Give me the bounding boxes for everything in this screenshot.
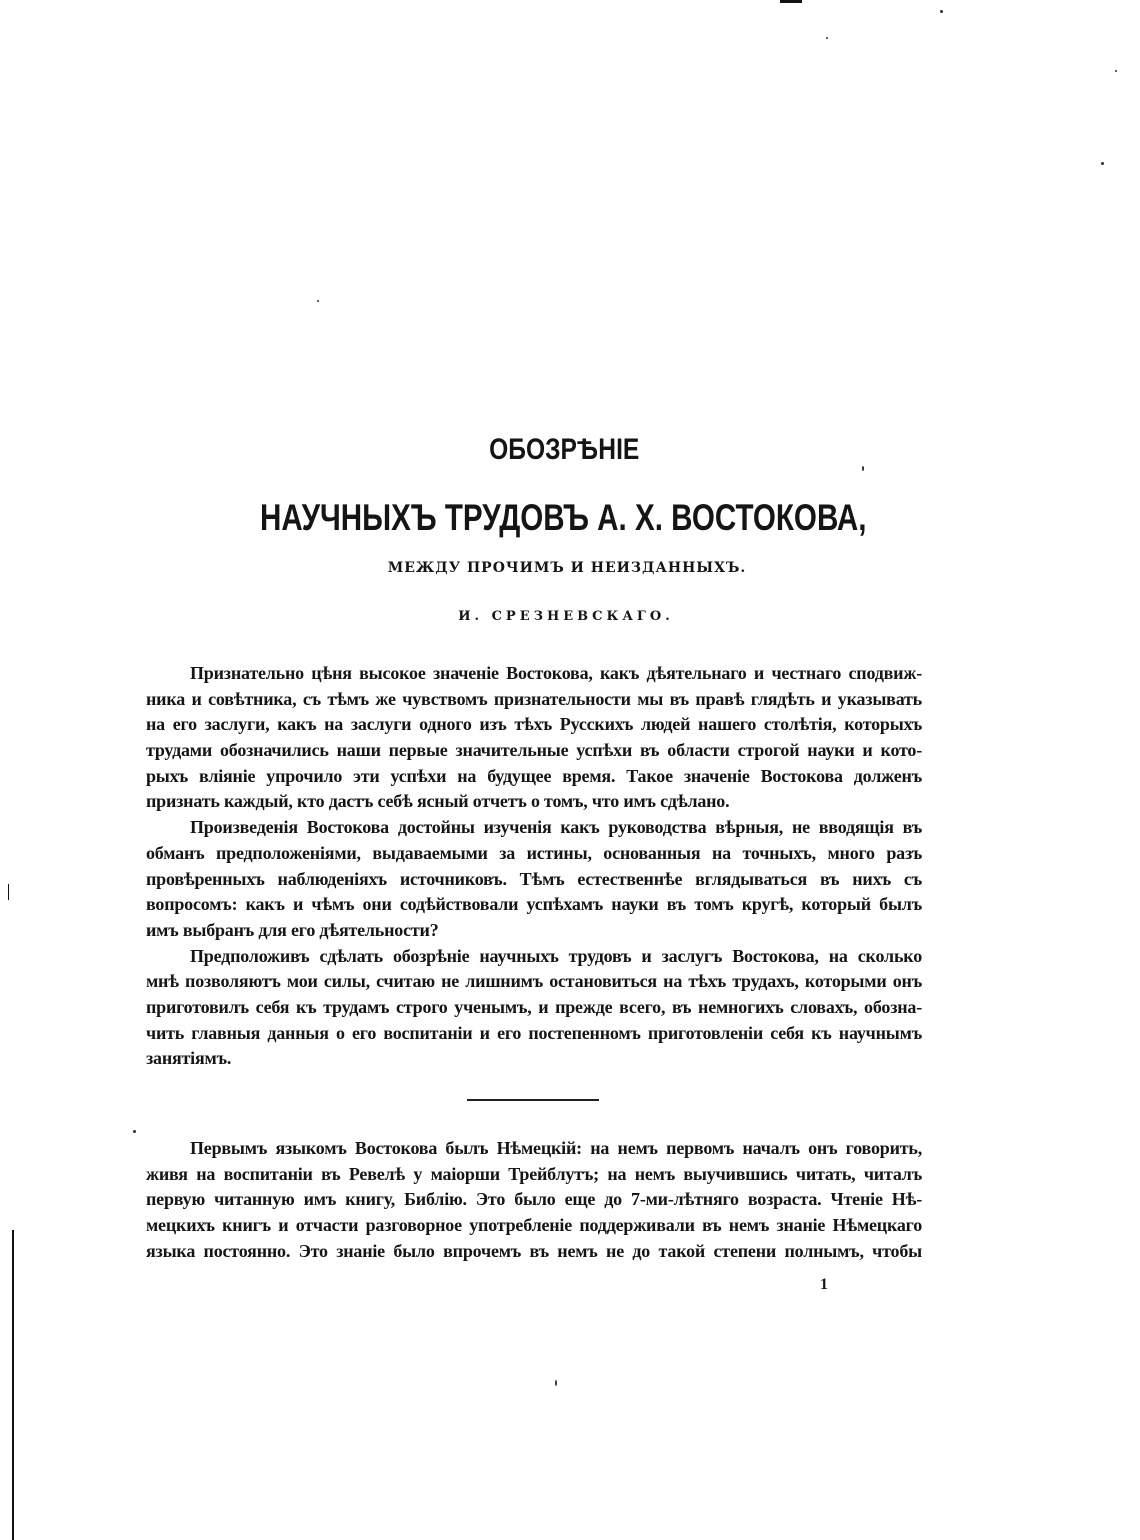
text-line: Признательно цѣня высокое значеніе Востокова, какъ дѣятельнаго и честнаго сподвиж- [190, 663, 922, 683]
text-line: мнѣ позволяютъ мои силы, считаю не лишнимъ остановиться на тѣхъ трудахъ, которыми онъ [146, 971, 922, 992]
body-section-1 [146, 661, 922, 1072]
text-line: приготовилъ себя къ трудамъ строго ученымъ, и прежде всего, въ немногихъ словахъ, обозна- [146, 996, 922, 1017]
text-line: на его заслуги, какъ на заслуги одного изъ тѣхъ Русскихъ людей нашего столѣтія, которыхъ [146, 714, 922, 735]
scan-speck [862, 466, 864, 471]
scan-speck [826, 37, 828, 39]
text-line: обманъ предположеніями, выдаваемыми за истины, основанныя на точныхъ, много разъ [146, 842, 922, 863]
text-line: рыхъ вліяніе упрочило эти успѣхи на будущее время. Такое значеніе Востокова долженъ [146, 765, 922, 786]
scan-speck [555, 1380, 557, 1386]
author-line: И. СРЕЗНЕВСКАГО. [458, 609, 674, 624]
text-line: имъ выбранъ для его дѣятельности? [146, 919, 439, 940]
text-line: чить главныя данныя о его воспитаніи и его постепенномъ приготовленіи себя къ научнымъ [146, 1022, 922, 1043]
title-line-2: НАУЧНЫХЪ ТРУДОВЪ А. Х. ВОСТОКОВА, [259, 497, 867, 538]
text-line: мецкихъ книгъ и отчасти разговорное употребленіе поддерживали въ немъ знаніе Нѣмецкаго [146, 1215, 922, 1236]
subtitle: МЕЖДУ ПРОЧИМЪ И НЕИЗДАННЫХЪ. [387, 560, 747, 576]
body-section-2 [146, 1136, 922, 1264]
text-line: занятіямъ. [146, 1048, 232, 1069]
text-line: трудами обозначились наши первые значительные успѣхи въ области строгой науки и кото- [146, 740, 922, 761]
text-line: ника и совѣтника, съ тѣмъ же чувствомъ признательности мы въ правѣ глядѣть и указывать [146, 688, 922, 709]
text-line: Предположивъ сдѣлать обозрѣніе научныхъ трудовъ и заслугъ Востокова, на сколько [190, 945, 922, 966]
scan-top-mark [780, 0, 802, 3]
text-line: Произведенія Востокова достойны изученія какъ руководства вѣрныя, не вводящія въ [190, 817, 922, 838]
scan-speck [133, 1130, 136, 1133]
scan-speck [940, 10, 943, 13]
scan-speck [1101, 162, 1104, 165]
text-line: живя на воспитаніи въ Ревелѣ у маіорши Трейблутъ; на немъ выучившись читать, читалъ [146, 1163, 922, 1184]
section-divider [467, 1099, 599, 1101]
scan-edge-mark [8, 884, 9, 900]
scan-edge-mark [12, 1230, 14, 1540]
title-line-1: ОБОЗРѢНІЕ [489, 433, 640, 466]
page-number: 1 [820, 1276, 828, 1293]
scan-speck [317, 300, 319, 302]
text-line: Первымъ языкомъ Востокова былъ Нѣмецкій: на немъ первомъ началъ онъ говорить, [190, 1138, 922, 1158]
text-line: первую читанную имъ книгу, Библію. Это было еще до 7-ми-лѣтняго возраста. Чтеніе Нѣ- [146, 1189, 922, 1210]
text-line: провѣренныхъ наблюденіяхъ источниковъ. Тѣмъ естественнѣе вглядываться въ нихъ съ [146, 868, 922, 889]
text-line: вопросомъ: какъ и чѣмъ они содѣйствовали успѣхамъ науки въ томъ кругѣ, который былъ [146, 894, 922, 915]
scan-speck [1115, 70, 1117, 72]
text-line: признать каждый, кто дастъ себѣ ясный отчетъ о томъ, что имъ сдѣлано. [146, 791, 730, 812]
text-line: языка постоянно. Это знаніе было впрочемъ въ немъ не до такой степени полнымъ, чтобы [146, 1240, 922, 1261]
